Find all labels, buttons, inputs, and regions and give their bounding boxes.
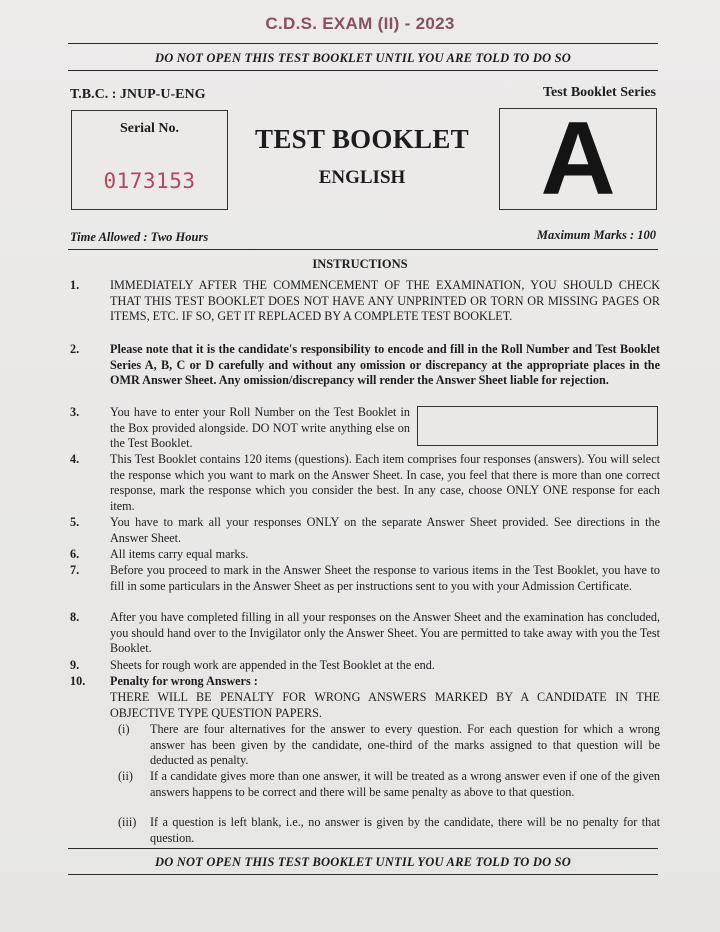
instruction-number: 4.: [70, 452, 80, 466]
divider-line: [68, 848, 658, 849]
instruction-text: Sheets for rough work are appended in the Test Booklet at the end.: [110, 658, 435, 672]
instruction-number: 1.: [70, 278, 80, 292]
series-label: Test Booklet Series: [542, 85, 656, 100]
time-allowed: Time Allowed : Two Hours: [70, 230, 209, 244]
divider-line: [68, 249, 658, 250]
maximum-marks: Maximum Marks : 100: [536, 228, 656, 242]
penalty-point-text: If a question is left blank, i.e., no answer is given by the candidate, there will be no penalty for that question.: [150, 815, 660, 845]
penalty-point-number: (ii): [118, 769, 133, 783]
serial-number-box: [71, 110, 228, 210]
instruction-number: 3.: [70, 405, 80, 419]
divider-line: [68, 874, 658, 875]
instruction-number: 6.: [70, 547, 80, 561]
instruction-text: You have to enter your Roll Number on the Test Booklet in the Box provided alongside. DO NOT write anything else on the Test Booklet.: [110, 405, 410, 451]
exam-title: C.D.S. EXAM (II) - 2023: [265, 14, 455, 33]
penalty-statement: THERE WILL BE PENALTY FOR WRONG ANSWERS MARKED BY A CANDIDATE IN THE OBJECTIVE TYPE QUESTION PAPERS.: [110, 690, 660, 720]
instruction-number: 2.: [70, 342, 80, 356]
top-warning: DO NOT OPEN THIS TEST BOOKLET UNTIL YOU ARE TOLD TO DO SO: [154, 51, 572, 65]
divider-line: [68, 43, 658, 44]
divider-line: [68, 70, 658, 71]
instruction-number: 9.: [70, 658, 80, 672]
penalty-point-text: If a candidate gives more than one answer, it will be treated as a wrong answer even if one of the given answers happens to be correct and there will be same penalty as above to that question.: [150, 769, 660, 799]
penalty-point-text: There are four alternatives for the answer to every question. For each question for which a wrong answer has been given by the candidate, one-third of the marks assigned to that question will be deducted as penalty.: [150, 722, 660, 768]
instruction-text: You have to mark all your responses ONLY on the separate Answer Sheet provided. See directions in the Answer Sheet.: [110, 515, 660, 545]
roll-number-box[interactable]: [417, 406, 658, 446]
instruction-text: Before you proceed to mark in the Answer Sheet the response to various items in the Test Booklet, you have to fill in some particulars in the Answer Sheet as per instructions sent to you with your Admission Certificate.: [110, 563, 660, 593]
instruction-text: This Test Booklet contains 120 items (questions). Each item comprises four responses (answers). You will select the response which you want to mark on the Answer Sheet. In case, you feel that there is more than one correct response, mark the response which you consider the best. In any case, choose ONLY ONE response for each item.: [110, 452, 660, 513]
instruction-number: 7.: [70, 563, 80, 577]
instruction-number: 8.: [70, 610, 80, 624]
serial-number: 0173153: [103, 169, 196, 193]
instruction-text: After you have completed filling in all your responses on the Answer Sheet and the examination has concluded, you should hand over to the Invigilator only the Answer Sheet. You are permitted to take away with you the Test Booklet.: [110, 610, 660, 656]
penalty-point-number: (i): [118, 722, 130, 736]
instruction-number: 5.: [70, 515, 80, 529]
series-letter-box: [499, 101, 657, 217]
bottom-warning: DO NOT OPEN THIS TEST BOOKLET UNTIL YOU ARE TOLD TO DO SO: [154, 855, 572, 869]
series-letter: A: [540, 101, 616, 217]
tbc-code: T.B.C. : JNUP-U-ENG: [70, 87, 206, 102]
instruction-text: All items carry equal marks.: [110, 547, 249, 561]
serial-label: Serial No.: [119, 121, 180, 136]
subject-title: ENGLISH: [318, 167, 406, 188]
penalty-title: Penalty for wrong Answers :: [110, 674, 258, 688]
penalty-point-number: (iii): [118, 815, 137, 829]
instruction-number: 10.: [70, 674, 86, 688]
instruction-text: Please note that it is the candidate's responsibility to encode and fill in the Roll Number and Test Booklet Series A, B, C or D carefully and without any omission or discrepancy at the appropriate places in the OMR Answer Sheet. Any omission/discrepancy will render the Answer Sheet liable for rejection.: [110, 342, 660, 388]
instructions-heading: INSTRUCTIONS: [312, 257, 408, 271]
instruction-text: IMMEDIATELY AFTER THE COMMENCEMENT OF THE EXAMINATION, YOU SHOULD CHECK THAT THIS TEST BOOKLET DOES NOT HAVE ANY UNPRINTED OR TORN OR MISSING PAGES OR ITEMS, ETC. IF SO, GET IT REPLACED BY A COMPLETE TEST BOOKLET.: [110, 278, 660, 324]
booklet-title: TEST BOOKLET: [255, 124, 469, 154]
